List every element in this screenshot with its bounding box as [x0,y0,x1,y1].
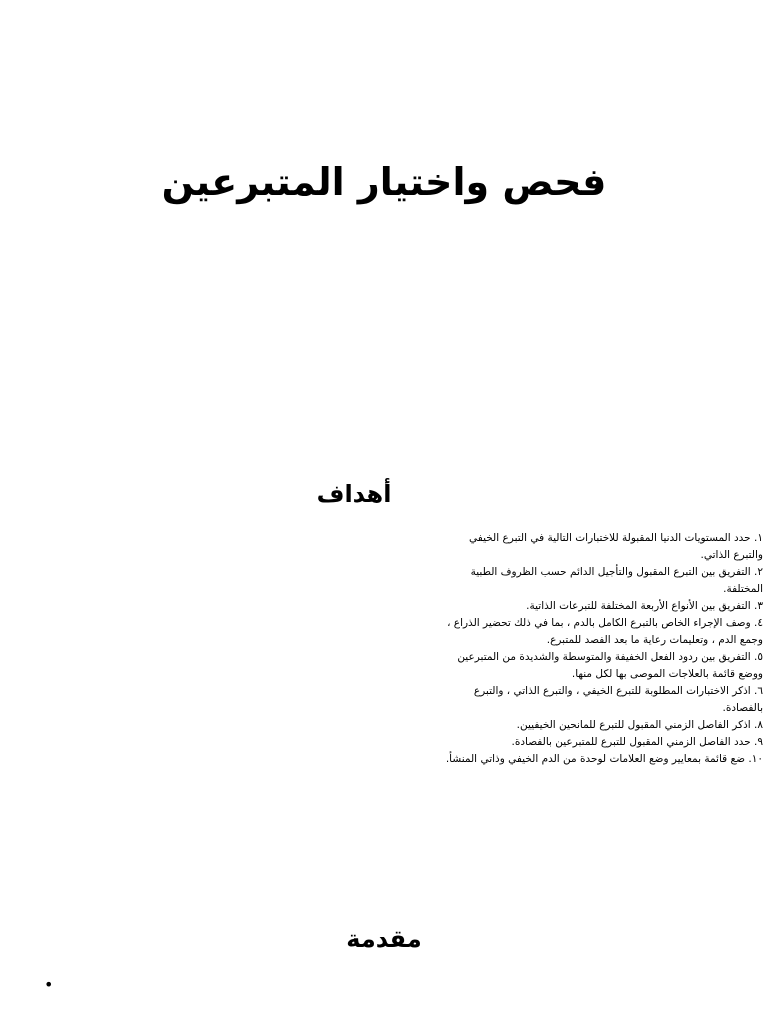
bullet-point: • [44,975,54,994]
objective-item: ٥. التفريق بين ردود الفعل الخفيفة والمتوسطة والشديدة من المتبرعين ووضع قائمة بالعلاجات الموصى بها لكل منها. [457,651,763,680]
objectives-heading: أهداف [316,480,392,508]
objectives-list [443,530,763,768]
objective-item: ٩. حدد الفاصل الزمني المقبول للتبرع للمتبرعين بالفصادة. [511,736,763,748]
objective-item: ٨. اذكر الفاصل الزمني المقبول للتبرع للمانحين الخيفيين. [516,719,763,731]
introduction-heading: مقدمة [346,925,422,953]
objective-item: ٣. التفريق بين الأنواع الأربعة المختلفة للتبرعات الذاتية. [526,600,763,612]
objective-item: ٤. وصف الإجراء الخاص بالتبرع الكامل بالدم ، بما في ذلك تحضير الذراع ، وجمع الدم ، وتعليمات رعاية ما بعد الفصد للمتبرع. [447,617,763,646]
objective-item: ١٠. ضع قائمة بمعايير وضع العلامات لوحدة من الدم الخيفي وذاتي المنشأ. [445,753,763,765]
document-title: فحص واختيار المتبرعين [161,160,607,204]
objective-item: ٦. اذكر الاختبارات المطلوبة للتبرع الخيفي ، والتبرع الذاتي ، والتبرع بالفصادة. [473,685,763,714]
objective-item: ١. حدد المستويات الدنيا المقبولة للاختبارات التالية في التبرع الخيفي والتبرع الذاتي. [469,532,763,561]
objective-item: ٢. التفريق بين التبرع المقبول والتأجيل الدائم حسب الظروف الطبية المختلفة. [470,566,763,595]
